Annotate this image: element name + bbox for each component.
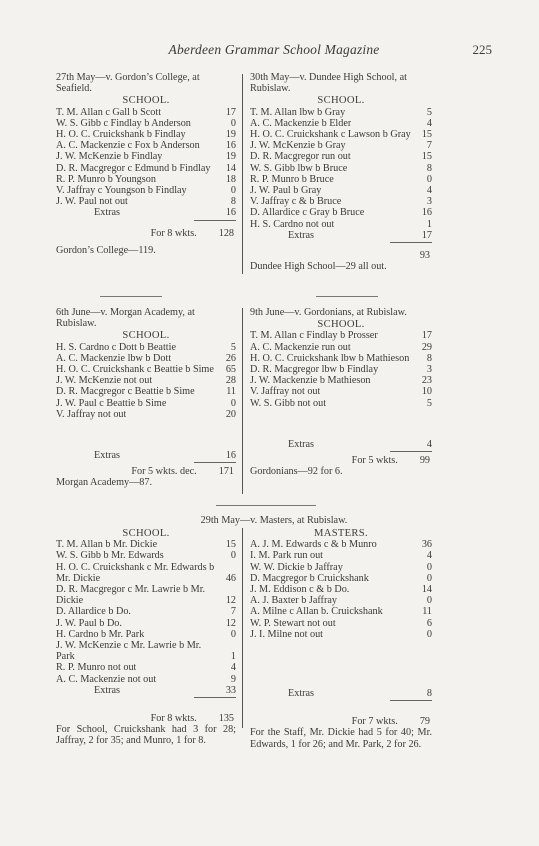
runs: 5 — [426, 106, 432, 118]
batsman: D. Allardice c Gray b Bruce — [250, 207, 365, 219]
batsman: J. W. McKenzie c Mr. Lawrie b Mr. Park — [56, 640, 202, 663]
section-rule — [316, 296, 378, 297]
batsman: W. S. Gibb lbw b Bruce — [250, 162, 348, 174]
runs: 10 — [421, 386, 432, 398]
runs: 15 — [421, 151, 432, 163]
runs: 4 — [230, 662, 236, 674]
batsman: I. M. Park run out — [250, 550, 324, 562]
total-rule — [194, 697, 236, 699]
batsman: D. R. Macgregor c Mr. Lawrie b Mr. Dickie — [56, 584, 206, 607]
batting-line — [56, 107, 236, 118]
runs: 0 — [426, 572, 432, 584]
total-line — [250, 455, 432, 466]
extras-runs: 8 — [426, 688, 432, 700]
batsman: A. C. Mackenzie lbw b Dott — [56, 352, 172, 364]
bowling-summary: For the Staff, Mr. Dickie had 5 for 40; Mr. Edwards, 1 for 26; and Mr. Park, 2 for 26. — [250, 727, 432, 750]
extras-line — [56, 685, 236, 696]
runs: 17 — [421, 330, 432, 342]
team-heading: SCHOOL. — [317, 95, 365, 107]
total-line — [250, 250, 432, 261]
runs: 4 — [426, 185, 432, 197]
extras-runs: 16 — [225, 450, 236, 462]
runs: 0 — [426, 595, 432, 607]
match-morgan-academy — [56, 307, 236, 489]
batting-line — [250, 163, 432, 174]
batting-line — [56, 129, 236, 140]
batsman: W. W. Dickie b Jaffray — [250, 561, 343, 573]
match-gordons-college — [56, 72, 236, 256]
runs: 3 — [426, 364, 432, 376]
batting-line — [56, 629, 236, 640]
team-heading: SCHOOL. — [122, 330, 170, 342]
batsman: W. P. Stewart not out — [250, 617, 336, 629]
batsman: T. M. Allan c Gall b Scott — [56, 106, 162, 118]
runs: 0 — [230, 628, 236, 640]
batsman: H. O. C. Cruickshank c Lawson b Gray — [250, 129, 411, 141]
batting-line — [56, 118, 236, 129]
batsman: A. C. Mackenzie run out — [250, 341, 351, 353]
batting-line — [250, 330, 432, 341]
runs: 8 — [426, 352, 432, 364]
batting-line — [250, 196, 432, 207]
batsman: A. C. Mackenzie c Fox b Anderson — [56, 140, 200, 152]
match-heading: 9th June—v. Gordonians, at Rubislaw. — [250, 307, 407, 318]
batsman: A. Milne c Allan b. Cruickshank — [250, 606, 383, 618]
total-runs: 128 — [218, 227, 234, 239]
total-label: For 5 wkts. dec. — [131, 466, 197, 478]
batsman: V. Jaffray c & b Bruce — [250, 196, 342, 208]
total-rule — [194, 220, 236, 222]
batsman: H. O. C. Cruickshank lbw b Mathieson — [250, 352, 410, 364]
extras-runs: 4 — [426, 438, 432, 450]
total-label: For 5 wkts. — [351, 455, 398, 467]
runs: 3 — [426, 196, 432, 208]
match-heading-masters: 29th May—v. Masters, at Rubislaw. — [200, 515, 348, 526]
total-line — [250, 716, 432, 727]
extras-runs: 33 — [225, 684, 236, 696]
runs: 11 — [422, 606, 432, 618]
batting-line — [250, 539, 432, 550]
batting-line — [250, 118, 432, 129]
runs: 16 — [225, 140, 236, 152]
runs: 1 — [426, 218, 432, 230]
column-divider — [242, 528, 243, 728]
extras-line — [250, 439, 432, 450]
batting-line — [56, 364, 236, 375]
batsman: D. R. Macgregor c Edmund b Findlay — [56, 162, 211, 174]
batsman: D. Allardice b Do. — [56, 606, 131, 618]
runs: 20 — [225, 408, 236, 420]
batting-line — [56, 409, 236, 420]
batting-line — [250, 140, 432, 151]
batsman: W. S. Gibb c Findlay b Anderson — [56, 117, 191, 129]
total-runs: 135 — [218, 713, 234, 725]
batting-line — [56, 386, 236, 397]
batsman: D. R. Macgregor run out — [250, 151, 351, 163]
batsman: V. Jaffray c Youngson b Findlay — [56, 185, 187, 197]
extras-line — [250, 688, 432, 699]
batsman: J. W. McKenzie b Findlay — [56, 151, 163, 163]
batsman: H. S. Cardno not out — [250, 218, 335, 230]
batting-line — [250, 375, 432, 386]
runs: 12 — [225, 595, 236, 607]
team-heading: MASTERS. — [314, 528, 368, 539]
batsman: H. O. C. Cruickshank c Mr. Edwards b Mr. Dickie — [56, 561, 215, 584]
total-label: For 7 wkts. — [351, 716, 398, 728]
total-rule — [390, 242, 432, 244]
runs: 5 — [426, 397, 432, 409]
batting-line — [250, 353, 432, 364]
batting-line — [56, 398, 236, 409]
batting-line — [56, 174, 236, 185]
runs: 19 — [225, 129, 236, 141]
total-runs: 79 — [419, 716, 430, 728]
batting-line — [56, 342, 236, 353]
runs: 23 — [421, 375, 432, 387]
team-heading: SCHOOL. — [122, 528, 170, 539]
batsman: D. R. Macgregor c Beattie b Sime — [56, 386, 195, 398]
runs: 0 — [230, 397, 236, 409]
runs: 8 — [230, 196, 236, 208]
total-label: For 8 wkts. — [150, 713, 197, 725]
runs: 18 — [225, 173, 236, 185]
batsman: J. W. Mackenzie b Mathieson — [250, 375, 371, 387]
section-rule — [100, 296, 162, 297]
batsman: H. Cardno b Mr. Park — [56, 628, 145, 640]
runs: 0 — [230, 550, 236, 562]
batting-line — [56, 584, 236, 606]
total-line — [56, 466, 236, 477]
batsman: D. R. Macgregor lbw b Findlay — [250, 364, 379, 376]
team-heading: SCHOOL. — [122, 95, 170, 107]
batting-line — [56, 353, 236, 364]
batsman: R. P. Munro b Bruce — [250, 173, 334, 185]
runs: 36 — [421, 539, 432, 551]
section-rule — [216, 505, 316, 506]
batsman: J. W. Paul b Gray — [250, 185, 322, 197]
runs: 14 — [421, 584, 432, 596]
batting-line — [250, 550, 432, 561]
batting-line — [250, 207, 432, 218]
runs: 7 — [230, 606, 236, 618]
runs: 26 — [225, 352, 236, 364]
batsman: H. O. C. Cruickshank b Findlay — [56, 129, 186, 141]
batting-line — [56, 640, 236, 662]
batting-line — [250, 618, 432, 629]
runs: 29 — [421, 341, 432, 353]
batsman: J. W. Paul b Do. — [56, 617, 122, 629]
runs: 12 — [225, 617, 236, 629]
match-heading: 6th June—v. Morgan Academy, at Rubislaw. — [56, 307, 195, 330]
batting-line — [56, 375, 236, 386]
batsman: J. W. Paul c Beattie b Sime — [56, 397, 167, 409]
batting-line — [56, 140, 236, 151]
extras-line — [56, 207, 236, 218]
batting-line — [250, 595, 432, 606]
total-rule — [194, 462, 236, 464]
batting-line — [250, 151, 432, 162]
runs: 19 — [225, 151, 236, 163]
total-runs: 93 — [419, 250, 430, 262]
runs: 4 — [426, 117, 432, 129]
batting-line — [250, 606, 432, 617]
runs: 65 — [225, 364, 236, 376]
runs: 0 — [426, 628, 432, 640]
batting-line — [56, 674, 236, 685]
total-line — [56, 713, 236, 724]
batsman: A. J. Baxter b Jaffray — [250, 595, 337, 607]
extras-runs: 17 — [421, 229, 432, 241]
runs: 9 — [230, 673, 236, 685]
batting-line — [250, 107, 432, 118]
batting-line — [250, 185, 432, 196]
bowling-summary: For School, Cruickshank had 3 for 28; Jaffray, 2 for 35; and Munro, 1 for 8. — [56, 724, 236, 747]
batting-line — [250, 174, 432, 185]
runs: 4 — [426, 550, 432, 562]
runs: 1 — [230, 651, 236, 663]
total-rule — [390, 700, 432, 702]
batsman: V. Jaffray not out — [56, 408, 127, 420]
batting-line — [56, 618, 236, 629]
batsman: T. M. Allan c Findlay b Prosser — [250, 330, 378, 342]
match-masters-school-innings — [56, 527, 236, 747]
opponent-result: Gordon’s College—119. — [56, 244, 156, 256]
batting-line — [250, 219, 432, 230]
runs: 0 — [426, 173, 432, 185]
batting-line — [250, 584, 432, 595]
total-runs: 99 — [419, 455, 430, 467]
runs: 0 — [230, 117, 236, 129]
opponent-result: Dundee High School—29 all out. — [250, 261, 387, 273]
batting-line — [250, 562, 432, 573]
batsman: J. W. McKenzie not out — [56, 375, 153, 387]
runs: 11 — [226, 386, 236, 398]
batting-line — [250, 364, 432, 375]
runs: 46 — [225, 572, 236, 584]
batting-line — [56, 539, 236, 550]
batsman: A. C. Mackenzie not out — [56, 673, 157, 685]
batsman: R. P. Munro b Youngson — [56, 173, 156, 185]
column-divider — [242, 74, 243, 274]
opponent-result: Gordonians—92 for 6. — [250, 466, 343, 478]
runs: 0 — [230, 185, 236, 197]
match-heading: 27th May—v. Gordon’s College, at Seafield. — [56, 72, 200, 95]
runs: 14 — [225, 162, 236, 174]
team-heading: SCHOOL. — [317, 319, 365, 331]
batsman: T. M. Allan b Mr. Dickie — [56, 539, 158, 551]
extras-line — [250, 230, 432, 241]
batting-line — [250, 129, 432, 140]
runs: 28 — [225, 375, 236, 387]
batsman: J. W. Paul not out — [56, 196, 128, 208]
extras-label: Extras — [94, 684, 121, 696]
batsman: T. M. Allan lbw b Gray — [250, 106, 346, 118]
runs: 15 — [225, 539, 236, 551]
batting-line — [250, 342, 432, 353]
batsman: W. S. Gibb b Mr. Edwards — [56, 550, 164, 562]
batting-line — [56, 151, 236, 162]
runs: 5 — [230, 341, 236, 353]
extras-label: Extras — [288, 688, 315, 700]
runs: 8 — [426, 162, 432, 174]
batting-line — [250, 629, 432, 640]
batsman: J. I. Milne not out — [250, 628, 324, 640]
total-line — [56, 228, 236, 239]
extras-label: Extras — [94, 207, 121, 219]
batting-line — [250, 573, 432, 584]
batsman: V. Jaffray not out — [250, 386, 321, 398]
running-head — [56, 42, 492, 60]
batsman: J. W. McKenzie b Gray — [250, 140, 346, 152]
extras-line — [56, 450, 236, 461]
column-divider — [242, 308, 243, 494]
batting-line — [56, 185, 236, 196]
opponent-result: Morgan Academy—87. — [56, 477, 153, 489]
runs: 15 — [421, 129, 432, 141]
batsman: A. C. Mackenzie b Elder — [250, 117, 352, 129]
batsman: A. J. M. Edwards c & b Munro — [250, 539, 377, 551]
match-heading: 30th May—v. Dundee High School, at Rubislaw. — [250, 72, 407, 95]
total-rule — [390, 451, 432, 453]
runs: 7 — [426, 140, 432, 152]
extras-label: Extras — [288, 229, 315, 241]
batting-line — [56, 606, 236, 617]
batting-line — [250, 386, 432, 397]
batsman: W. S. Gibb not out — [250, 397, 327, 409]
match-gordonians — [250, 307, 432, 477]
batting-line — [250, 398, 432, 409]
total-runs: 171 — [218, 466, 234, 478]
page-number: 225 — [472, 42, 492, 57]
batting-line — [56, 562, 236, 584]
batting-line — [56, 662, 236, 673]
runs: 0 — [426, 561, 432, 573]
match-masters-staff-innings — [250, 527, 432, 750]
runs: 16 — [421, 207, 432, 219]
batting-line — [56, 550, 236, 561]
magazine-title: Aberdeen Grammar School Magazine — [168, 42, 380, 57]
batsman: H. O. C. Cruickshank c Beattie b Sime — [56, 364, 214, 376]
total-label: For 8 wkts. — [150, 227, 197, 239]
batting-line — [56, 163, 236, 174]
batsman: J. M. Eddison c & b Do. — [250, 584, 350, 596]
batting-line — [56, 196, 236, 207]
runs: 17 — [225, 106, 236, 118]
batsman: H. S. Cardno c Dott b Beattie — [56, 341, 176, 353]
extras-runs: 16 — [225, 207, 236, 219]
batsman: D. Macgregor b Cruickshank — [250, 572, 369, 584]
extras-label: Extras — [288, 438, 315, 450]
batsman: R. P. Munro not out — [56, 662, 137, 674]
runs: 6 — [426, 617, 432, 629]
extras-label: Extras — [94, 450, 121, 462]
match-dundee-high-school — [250, 72, 432, 272]
